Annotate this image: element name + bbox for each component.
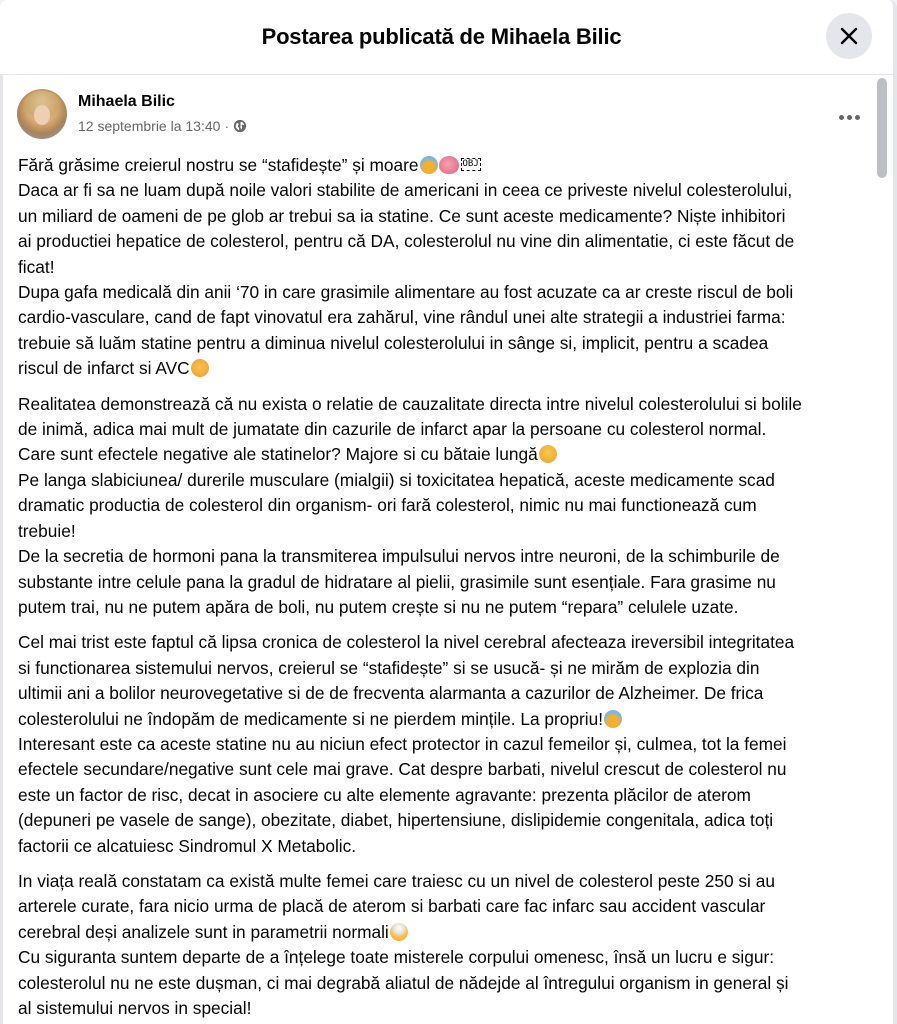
post-text-line xyxy=(18,570,868,595)
post-text-line xyxy=(18,229,868,254)
author-avatar[interactable] xyxy=(17,89,67,139)
post-text-line xyxy=(18,417,868,442)
post-text-line xyxy=(18,630,868,655)
post-text: In viața reală constatam ca există multe femei care traiesc cu un nivel de colesterol peste 250 si au xyxy=(18,870,775,891)
flushed-emoji-icon xyxy=(191,359,209,377)
post-text: (depuneri pe vasele de sange), obezitate, diabet, hipertensiune, dislipidemie congenitala, adica toți xyxy=(18,810,774,831)
post-text: Interesant este ca aceste statine nu au niciun efect protector in cazul femeilor și, culmea, tot la femei xyxy=(18,733,787,754)
post-text: Cel mai trist este faptul că lipsa cronica de colesterol la nivel cerebral afecteaza ireversibil integritatea xyxy=(18,632,795,653)
post-text-line xyxy=(18,204,868,229)
post-content-scroll-area xyxy=(0,75,875,1024)
post-text-line xyxy=(18,331,868,356)
meta-separator: · xyxy=(224,118,230,134)
post-text: trebuie să luăm statine pentru a diminua nivelul colesterolului in sânge si, implicit, pentru a scadea xyxy=(18,332,769,353)
post-text: riscul de infarct si AVC xyxy=(18,358,190,379)
post-text: trebuie! xyxy=(18,520,76,541)
brain-emoji-icon xyxy=(439,156,459,174)
post-text-line xyxy=(18,783,868,808)
post-text-line xyxy=(18,869,868,894)
post-text-line xyxy=(18,153,868,178)
post-text: este un factor de risc, decat in asociere cu alte elemente agravante: prezenta plăcilor de aterom xyxy=(18,784,751,805)
post-text: dramatic productia de colesterol din organism- ori fară colesterol, nimic nu mai functionează cum xyxy=(18,495,757,516)
post-text: colesterolul nu ne este dușman, ci mai degrabă aliatul de nădejde al întregului organism in general și xyxy=(18,972,789,993)
post-paragraph xyxy=(18,392,868,621)
post-text-line xyxy=(18,757,868,782)
post-text: efectele secundare/negative sunt cele mai grave. Cat despre barbati, nivelul crescut de colesterol nu xyxy=(18,759,787,780)
post-text-line xyxy=(18,732,868,757)
dialog-title: Postarea publicată de Mihaela Bilic xyxy=(261,24,622,49)
post-text: ai productiei hepatice de colesterol, pentru că DA, colesterolul nu vine din alimentatie, ci este făcut de xyxy=(18,231,795,252)
post-text: colesterolului ne îndopăm de medicamente si ne pierdem mințile. La propriu! xyxy=(18,708,603,729)
post-paragraph xyxy=(18,869,868,1021)
post-text-line xyxy=(18,442,868,467)
object-replacement-icon: OBJ xyxy=(462,159,479,169)
post-text-line xyxy=(18,971,868,996)
post-text: factorii ce alcatuiesc Sindromul X Metabolic. xyxy=(18,835,357,856)
post-text-line xyxy=(18,945,868,970)
post-text: de inimă, adica mai mult de jumatate din cazurile de infarct apar la persoane cu colesterol normal. xyxy=(18,419,767,440)
scrollbar[interactable] xyxy=(872,75,893,1024)
post-text: arterele curate, fara nicio urma de placă de aterom si barbati care fac infarc sau accident vascular xyxy=(18,896,766,917)
post-text: Cu siguranta suntem departe de a înțelege toate misterele corpului omenesc, însă un lucru e sigur: xyxy=(18,947,775,968)
explode-emoji-icon xyxy=(390,923,408,941)
post-text: Pe langa slabiciunea/ durerile musculare (mialgii) si toxicitatea hepatică, aceste medicamente scad xyxy=(18,469,775,490)
post-text-line xyxy=(18,834,868,859)
post-text: putem trai, nu ne putem apăra de boli, nu putem crește si nu ne putem “repara” celulele uzate. xyxy=(18,596,739,617)
post-text: Dupa gafa medicală din anii ‘70 in care grasimile alimentare au fost acuzate ca ar creste riscul de boli xyxy=(18,282,794,303)
post-header xyxy=(17,89,247,139)
post-text-line xyxy=(18,544,868,569)
post-text-line xyxy=(18,255,868,280)
scream-emoji-icon xyxy=(420,156,438,174)
post-text-line xyxy=(18,656,868,681)
post-text-line xyxy=(18,392,868,417)
post-text: cardio-vasculare, cand de fapt vinovatul era zahărul, vine rândul unei alte strategii a industriei farma: xyxy=(18,307,786,328)
post-text-line xyxy=(18,305,868,330)
post-more-options-button[interactable] xyxy=(831,99,867,135)
post-text-line xyxy=(18,681,868,706)
post-meta xyxy=(78,116,247,136)
post-text: Daca ar fi sa ne luam după noile valori stabilite de americani in ceea ce priveste nivelul colesterolului, xyxy=(18,180,793,201)
post-text-line xyxy=(18,468,868,493)
post-text-line xyxy=(18,920,868,945)
author-name-link[interactable]: Mihaela Bilic xyxy=(78,93,175,110)
post-text: substante intre celule pana la gradul de hidratare al pielii, grasimile sunt esențiale. Fara grasime nu xyxy=(18,571,776,592)
post-text: De la secretia de hormoni pana la transmiterea impulsului nervos intre neuroni, de la schimburile de xyxy=(18,546,780,567)
globe-icon xyxy=(233,119,247,133)
close-icon xyxy=(839,26,859,46)
post-timestamp-link[interactable]: 12 septembrie la 13:40 xyxy=(78,118,221,134)
post-paragraph xyxy=(18,153,868,382)
post-text: cerebral deși analizele sunt in parametrii normali xyxy=(18,921,389,942)
post-text-line xyxy=(18,808,868,833)
scream-emoji-icon xyxy=(604,710,622,728)
post-text: si functionarea sistemului nervos, creierul se “stafidește” si se usucă- și ne mirăm de explozia din xyxy=(18,657,760,678)
post-text-line xyxy=(18,493,868,518)
post-text: Care sunt efectele negative ale statinelor? Majore si cu bătaie lungă xyxy=(18,444,538,465)
post-text: Realitatea demonstrează că nu exista o relatie de cauzalitate directa intre nivelul colesterolului si bolile xyxy=(18,393,802,414)
post-text: un miliard de oameni de pe glob ar trebui sa ia statine. Ce sunt aceste medicamente? Niște inhibitori xyxy=(18,205,786,226)
author-block xyxy=(78,92,247,136)
post-text-line xyxy=(18,894,868,919)
post-text: ultimii ani a bolilor neurovegetative si de de frecventa alarmanta a cazurilor de Alzheimer. De frica xyxy=(18,683,764,704)
post-text-line xyxy=(18,595,868,620)
post-text: ficat! xyxy=(18,256,55,277)
post-paragraph xyxy=(18,630,868,859)
post-text-line xyxy=(18,996,868,1021)
post-text-line xyxy=(18,280,868,305)
post-text-line xyxy=(18,178,868,203)
post-text: al sistemului nervos in special! xyxy=(18,998,252,1018)
scrollbar-thumb[interactable] xyxy=(877,78,887,178)
post-text-body xyxy=(18,153,868,1024)
dialog-header xyxy=(0,0,893,75)
post-text-line xyxy=(18,356,868,381)
post-text-line xyxy=(18,707,868,732)
sad-emoji-icon xyxy=(539,445,557,463)
post-text-line xyxy=(18,519,868,544)
close-button[interactable] xyxy=(826,13,872,59)
more-horizontal-icon xyxy=(839,115,860,120)
post-text: Fără grăsime creierul nostru se “stafidește” și moare xyxy=(18,155,419,175)
